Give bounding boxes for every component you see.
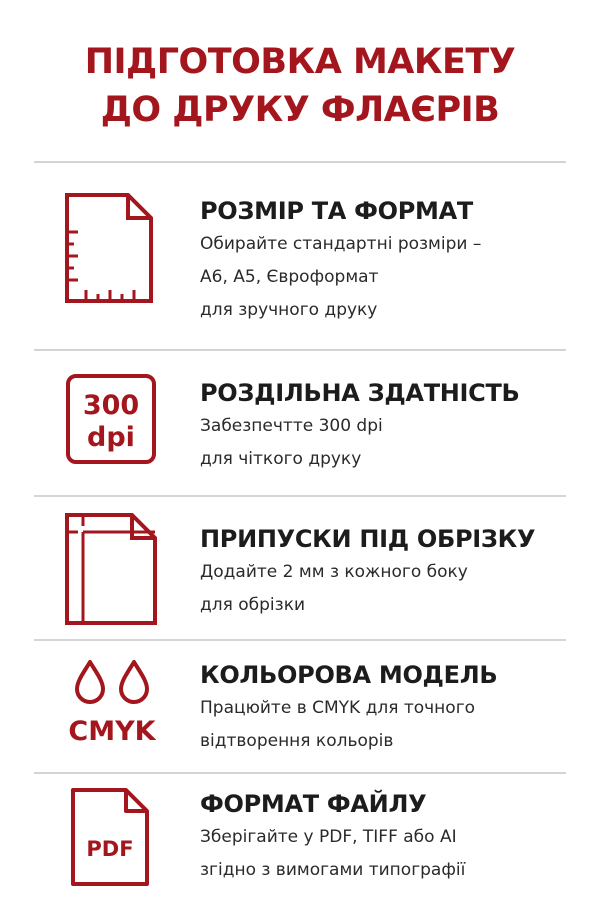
description-line: відтворення кольорів bbox=[200, 731, 394, 751]
section-color-model bbox=[0, 642, 600, 770]
icon-label-dpi: dpi bbox=[87, 422, 135, 453]
section-heading: РОЗМІР ТА ФОРМАТ bbox=[200, 197, 473, 225]
section-resolution bbox=[0, 352, 600, 495]
section-heading: ФОРМАТ ФАЙЛУ bbox=[200, 790, 427, 818]
page-title bbox=[0, 38, 600, 134]
divider bbox=[34, 349, 566, 351]
section-description bbox=[200, 556, 590, 622]
section-description bbox=[200, 410, 590, 476]
title-line-1: ПІДГОТОВКА МАКЕТУ bbox=[84, 42, 516, 82]
resolution-300dpi-icon bbox=[66, 374, 156, 464]
section-text bbox=[200, 660, 590, 758]
ink-drop-icon bbox=[77, 662, 103, 702]
divider bbox=[34, 639, 566, 641]
description-line: Працюйте в CMYK для точного bbox=[200, 698, 476, 718]
section-heading: ПРИПУСКИ ПІД ОБРІЗКУ bbox=[200, 525, 536, 553]
section-text bbox=[200, 378, 590, 476]
section-heading: РОЗДІЛЬНА ЗДАТНІСТЬ bbox=[200, 379, 520, 407]
description-line: А6, А5, Євроформат bbox=[200, 267, 379, 287]
icon-label-pdf: PDF bbox=[86, 837, 134, 861]
section-text bbox=[200, 524, 590, 622]
ink-drop-icon bbox=[121, 662, 147, 702]
section-size-format bbox=[0, 180, 600, 345]
description-line: для обрізки bbox=[200, 595, 306, 615]
section-file-format bbox=[0, 775, 600, 900]
bleed-pages-icon bbox=[64, 512, 158, 626]
description-line: для чіткого друку bbox=[200, 449, 362, 469]
description-line: згідно з вимогами типографії bbox=[200, 860, 466, 880]
description-line: для зручного друку bbox=[200, 300, 378, 320]
description-line: Додайте 2 мм з кожного боку bbox=[200, 562, 468, 582]
pdf-file-icon bbox=[70, 787, 150, 887]
section-description bbox=[200, 692, 590, 758]
document-ruler-icon bbox=[64, 192, 154, 304]
section-bleed bbox=[0, 498, 600, 640]
divider bbox=[34, 161, 566, 163]
cmyk-drops-icon bbox=[62, 656, 162, 750]
section-description bbox=[200, 228, 590, 327]
description-line: Забезпечтте 300 dpi bbox=[200, 416, 383, 436]
description-line: Обирайте стандартні розміри – bbox=[200, 234, 482, 254]
description-line: Зберігайте у PDF, TIFF або AI bbox=[200, 827, 457, 847]
section-text bbox=[200, 196, 590, 327]
title-line-2: ДО ДРУКУ ФЛАЄРІВ bbox=[100, 90, 500, 130]
icon-label-cmyk: CMYK bbox=[68, 716, 156, 747]
section-description bbox=[200, 821, 590, 887]
section-text bbox=[200, 789, 590, 887]
icon-label-300: 300 bbox=[82, 390, 140, 421]
divider bbox=[34, 495, 566, 497]
section-heading: КОЛЬОРОВА МОДЕЛЬ bbox=[200, 661, 498, 689]
divider bbox=[34, 772, 566, 774]
